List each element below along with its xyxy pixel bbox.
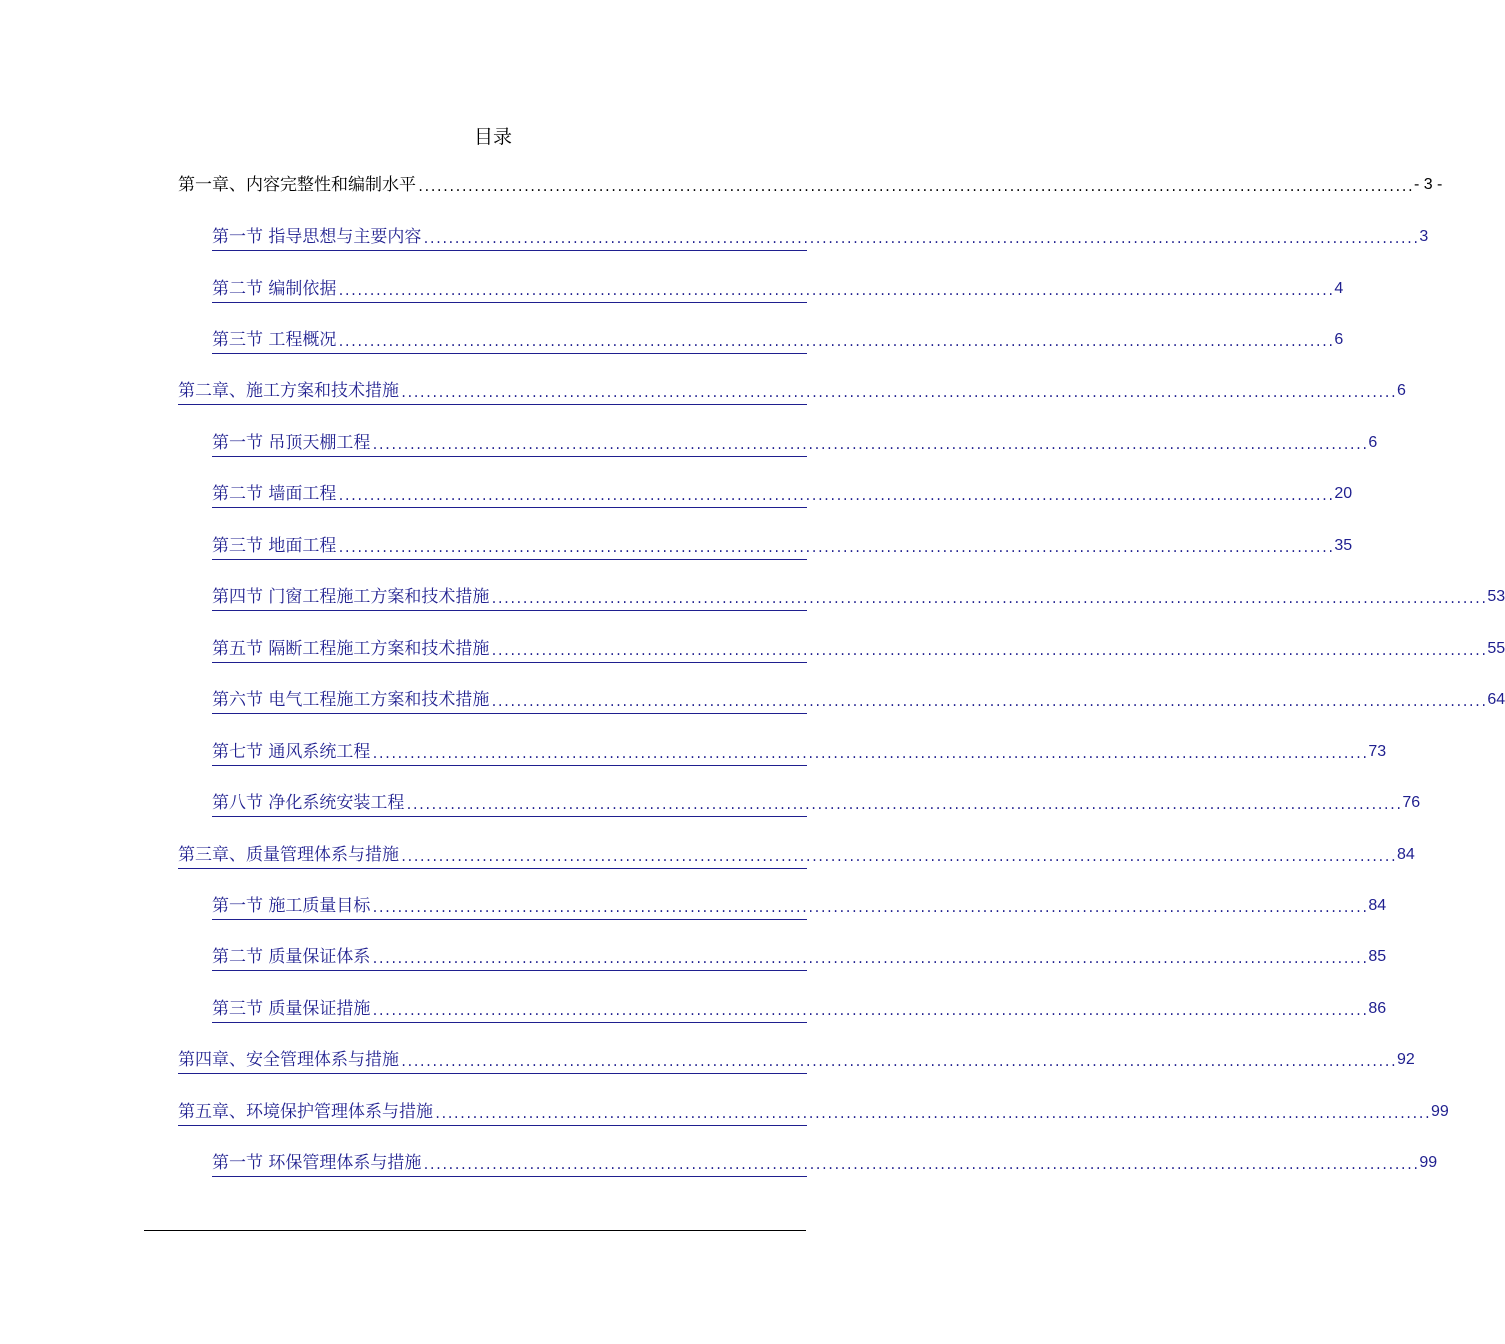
toc-dot-leader: ................................................................................................................................................................	[434, 1107, 1430, 1121]
toc-entry-title: 第二节 编制依据	[212, 279, 337, 299]
toc-dot-leader: ................................................................................................................................................................	[337, 489, 1334, 503]
toc-entry-title: 第三节 工程概况	[212, 330, 337, 350]
toc-entry-section[interactable]	[212, 224, 1429, 251]
toc-entry-page-number: 20	[1334, 485, 1353, 502]
toc-entry-section[interactable]	[212, 893, 1387, 920]
toc-dot-leader: ................................................................................................................................................................	[417, 180, 1413, 194]
toc-entry-section[interactable]	[212, 790, 1421, 817]
toc-entry-page-number: 6	[1396, 382, 1406, 399]
toc-entry-chapter[interactable]	[178, 842, 1415, 869]
toc-entry-page-number: 85	[1368, 948, 1387, 965]
toc-entry-title: 第四节 门窗工程施工方案和技术措施	[212, 587, 490, 607]
toc-entry-page-number: 3	[1419, 228, 1429, 245]
toc-dot-leader: ................................................................................................................................................................	[371, 1004, 1368, 1018]
toc-entry-section[interactable]	[212, 327, 1344, 354]
toc-dot-leader: ................................................................................................................................................................	[371, 901, 1368, 915]
toc-entry-page-number: 55	[1487, 640, 1505, 657]
toc-entry-title: 第一节 指导思想与主要内容	[212, 227, 422, 247]
toc-entry-title: 第五节 隔断工程施工方案和技术措施	[212, 639, 490, 659]
toc-entry-page-number: 76	[1402, 794, 1421, 811]
toc-dot-leader: ................................................................................................................................................................	[400, 1055, 1396, 1069]
toc-entry-title: 第一章、内容完整性和编制水平	[178, 175, 416, 195]
toc-entry-section[interactable]	[212, 584, 1505, 611]
toc-entry-section[interactable]	[212, 996, 1387, 1023]
toc-entry-title: 第六节 电气工程施工方案和技术措施	[212, 690, 490, 710]
toc-entry-title: 第一节 环保管理体系与措施	[212, 1153, 422, 1173]
toc-entry-title: 第二节 质量保证体系	[212, 947, 371, 967]
toc-entry-page-number: 73	[1368, 743, 1387, 760]
toc-entry-title: 第二节 墙面工程	[212, 484, 337, 504]
toc-dot-leader: ................................................................................................................................................................	[422, 1158, 1419, 1172]
toc-entry-title: 第二章、施工方案和技术措施	[178, 381, 399, 401]
toc-entry-section[interactable]	[212, 739, 1387, 766]
toc-dot-leader: ................................................................................................................................................................	[490, 644, 1487, 658]
toc-dot-leader: ................................................................................................................................................................	[422, 232, 1419, 246]
toc-entry-section[interactable]	[212, 533, 1353, 560]
toc-dot-leader: ................................................................................................................................................................	[371, 952, 1368, 966]
toc-entry-chapter[interactable]	[178, 172, 1443, 198]
toc-dot-leader: ................................................................................................................................................................	[490, 592, 1487, 606]
toc-entry-title: 第三章、质量管理体系与措施	[178, 845, 399, 865]
toc-entry-section[interactable]	[212, 687, 1505, 714]
toc-entry-title: 第一节 吊顶天棚工程	[212, 433, 371, 453]
toc-entry-chapter[interactable]	[178, 378, 1406, 405]
toc-dot-leader: ................................................................................................................................................................	[400, 386, 1396, 400]
toc-entry-page-number: 99	[1419, 1154, 1438, 1171]
toc-entry-section[interactable]	[212, 276, 1344, 303]
footer-divider	[144, 1230, 806, 1231]
toc-dot-leader: ................................................................................................................................................................	[337, 284, 1334, 298]
toc-entry-section[interactable]	[212, 944, 1387, 971]
toc-entry-chapter[interactable]	[178, 1099, 1449, 1126]
page-title: 目录	[473, 126, 512, 148]
toc-dot-leader: ................................................................................................................................................................	[337, 541, 1334, 555]
toc-entry-title: 第八节 净化系统安装工程	[212, 793, 405, 813]
toc-entry-page-number: 84	[1368, 897, 1387, 914]
toc-entry-page-number: 99	[1430, 1103, 1449, 1120]
toc-entry-section[interactable]	[212, 636, 1505, 663]
toc-entry-section[interactable]	[212, 430, 1378, 457]
toc-dot-leader: ................................................................................................................................................................	[337, 335, 1334, 349]
toc-entry-page-number: 84	[1396, 846, 1415, 863]
toc-entry-page-number: 86	[1368, 1000, 1387, 1017]
toc-dot-leader: ................................................................................................................................................................	[405, 798, 1402, 812]
toc-entry-page-number: 35	[1334, 537, 1353, 554]
toc-entry-page-number: 53	[1487, 588, 1505, 605]
toc-entry-section[interactable]	[212, 1150, 1438, 1177]
toc-entry-title: 第七节 通风系统工程	[212, 742, 371, 762]
toc-entry-page-number: 64	[1487, 691, 1505, 708]
toc-dot-leader: ................................................................................................................................................................	[400, 850, 1396, 864]
toc-entry-title: 第三节 质量保证措施	[212, 999, 371, 1019]
toc-entry-title: 第一节 施工质量目标	[212, 896, 371, 916]
toc-entry-section[interactable]	[212, 481, 1353, 508]
toc-dot-leader: ................................................................................................................................................................	[371, 747, 1368, 761]
toc-entry-page-number: 92	[1396, 1051, 1415, 1068]
toc-entry-page-number: 6	[1368, 434, 1378, 451]
toc-entry-title: 第三节 地面工程	[212, 536, 337, 556]
toc-entry-page-number: 6	[1334, 331, 1344, 348]
toc-entry-page-number: - 3 -	[1413, 176, 1443, 193]
toc-dot-leader: ................................................................................................................................................................	[490, 695, 1487, 709]
toc-dot-leader: ................................................................................................................................................................	[371, 438, 1368, 452]
toc-entry-chapter[interactable]	[178, 1047, 1415, 1074]
toc-entry-title: 第五章、环境保护管理体系与措施	[178, 1102, 433, 1122]
toc-entry-page-number: 4	[1334, 280, 1344, 297]
toc-entry-title: 第四章、安全管理体系与措施	[178, 1050, 399, 1070]
